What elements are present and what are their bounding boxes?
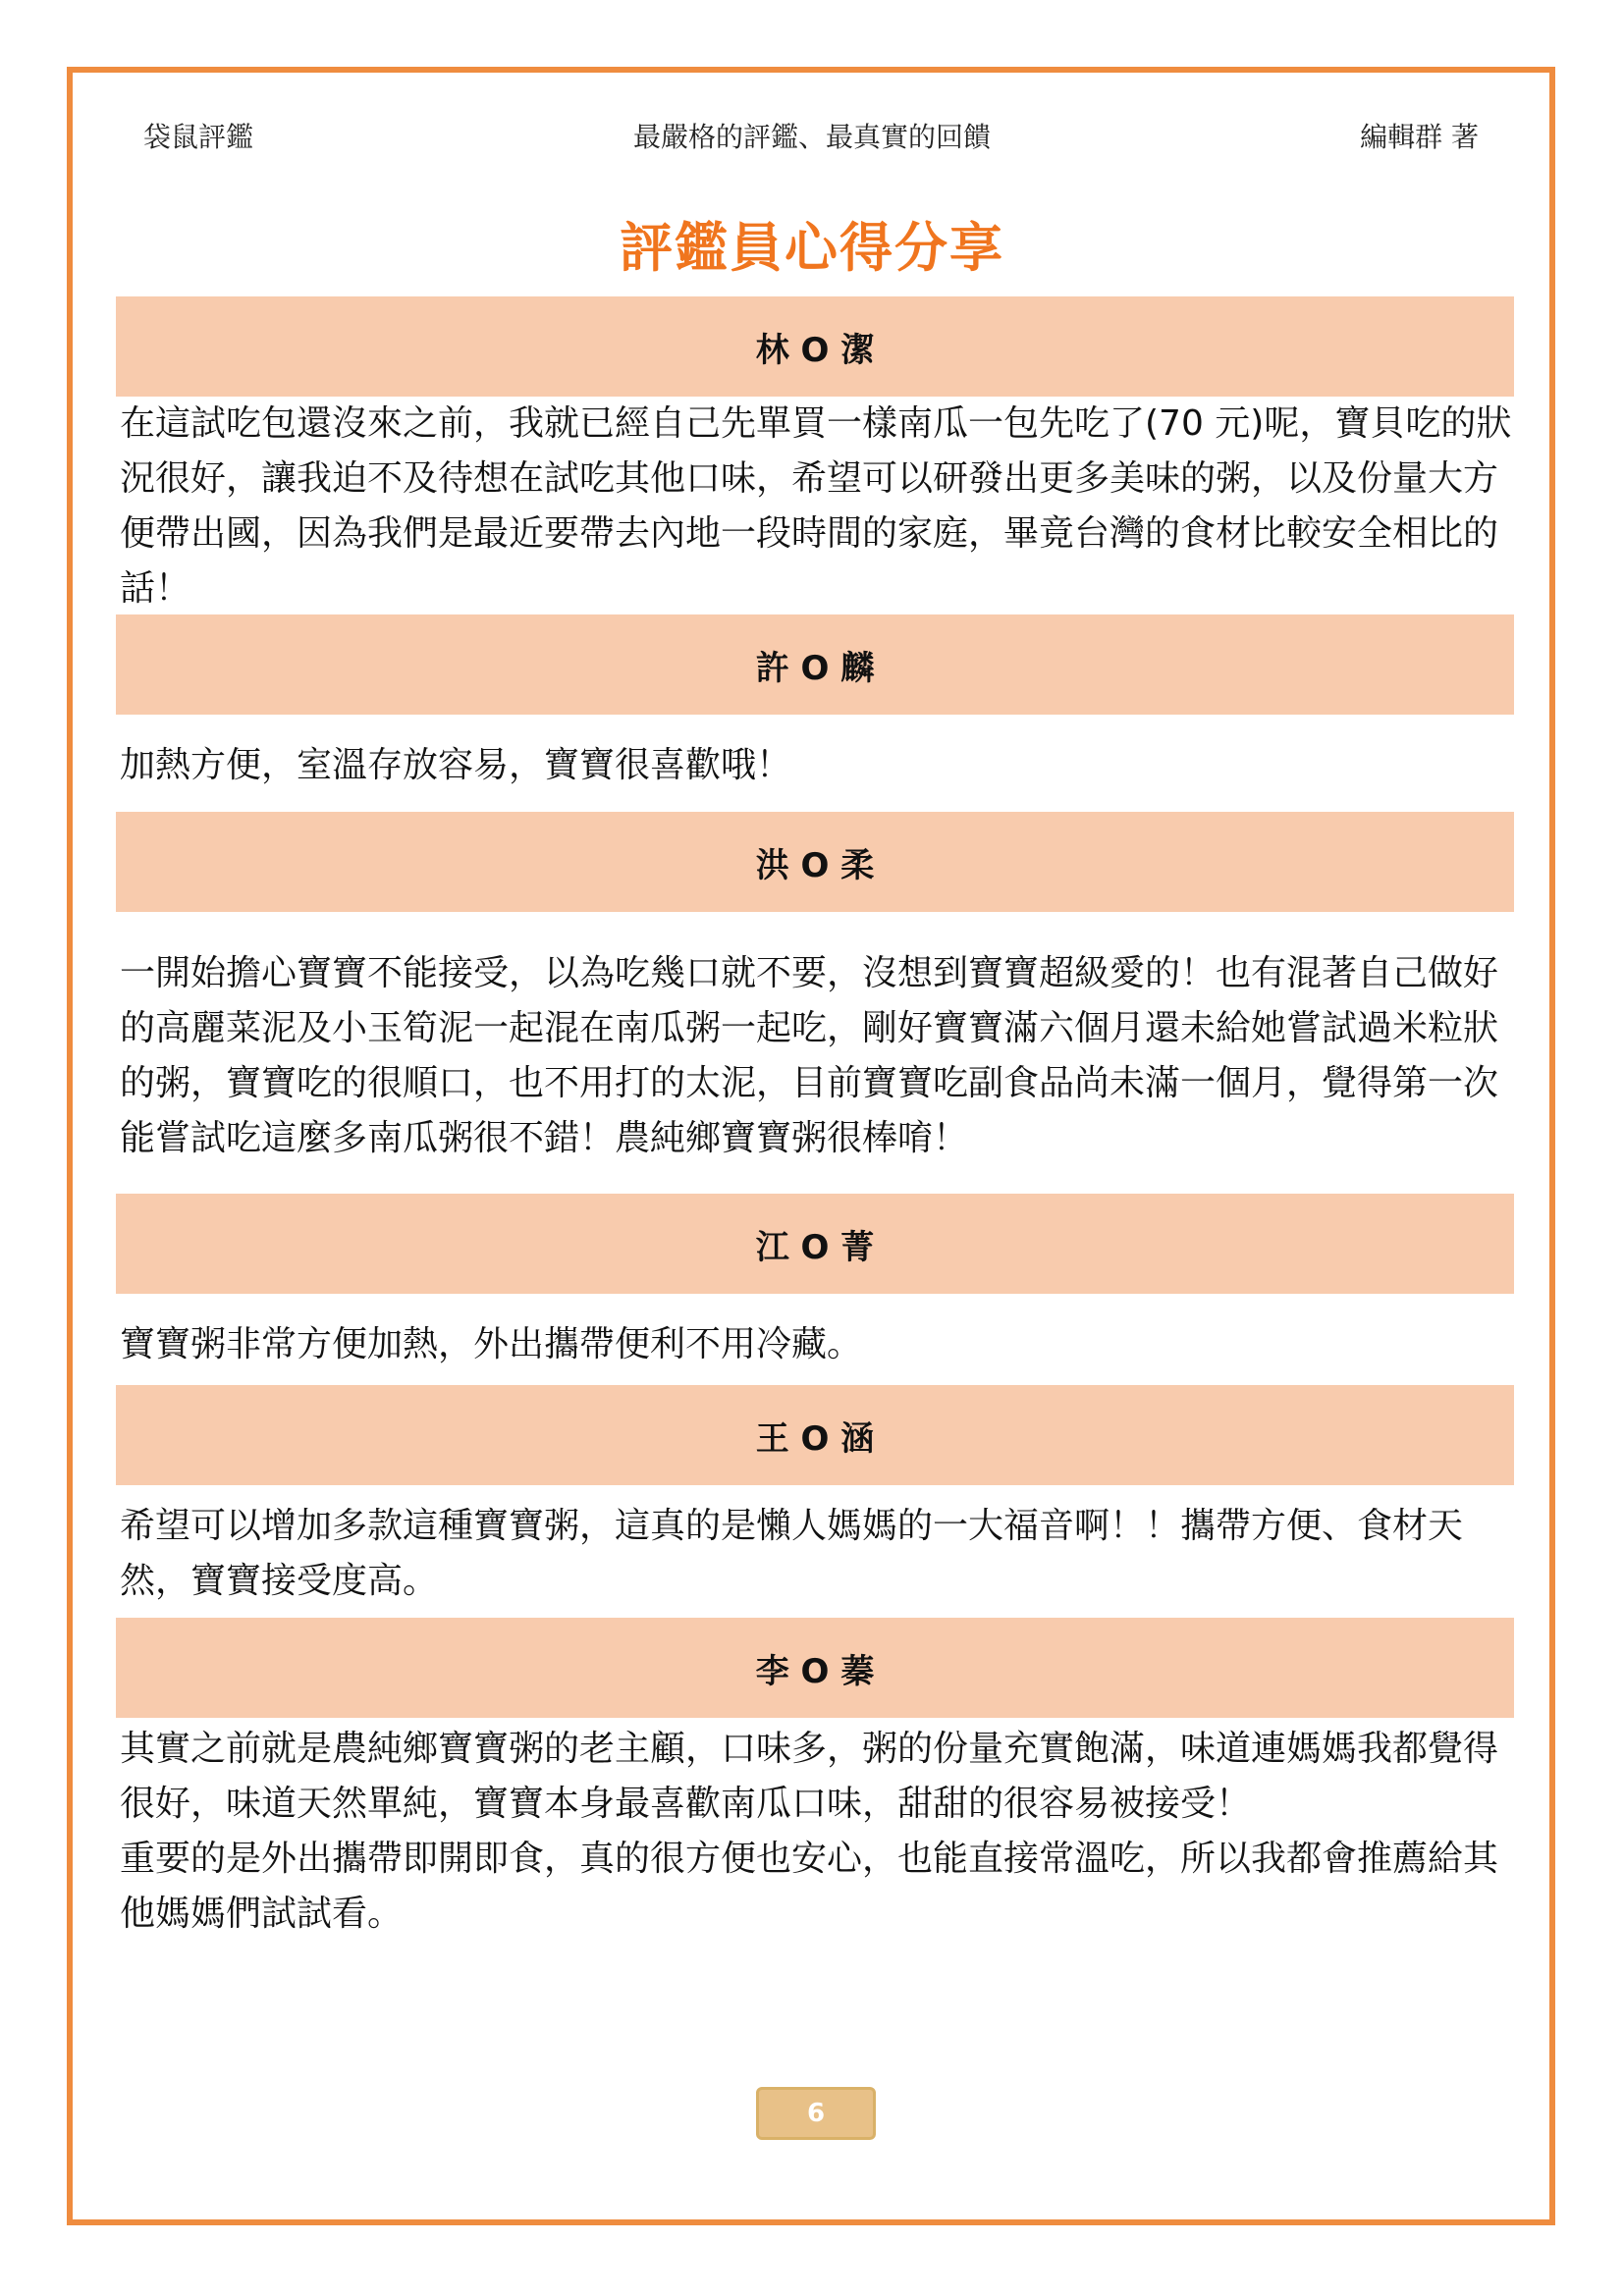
review-paragraph: 加熱方便，室溫存放容易，寶寶很喜歡哦！ — [120, 745, 792, 785]
page-number-label: 6 — [806, 2099, 826, 2128]
review-paragraph: 其實之前就是農純鄉寶寶粥的老主顧，口味多，粥的份量充實飽滿，味道連媽媽我都覺得很好，味道天然單純，寶寶本身最喜歡南瓜口味，甜甜的很容易被接受！ — [120, 1729, 1499, 1824]
reviewer-name-band — [116, 1385, 1514, 1485]
review-paragraph: 一開始擔心寶寶不能接受，以為吃幾口就不要，沒想到寶寶超級愛的！也有混著自己做好的高麗菜泥及小玉筍泥一起混在南瓜粥一起吃，剛好寶寶滿六個月還未給她嘗試過米粒狀的粥，寶寶吃的很順口，也不用打的太泥，目前寶寶吃副食品尚未滿一個月，覺得第一次能嘗試吃這麼多南瓜粥很不錯！農純鄉寶寶粥很棒唷！ — [120, 953, 1499, 1158]
review-text — [120, 397, 1512, 616]
header-center: 最嚴格的評鑑、最真實的回饋 — [632, 121, 991, 153]
reviewer-name-band — [116, 812, 1514, 912]
review-paragraph: 重要的是外出攜帶即開即食，真的很方便也安心，也能直接常溫吃，所以我都會推薦給其他媽媽們試試看。 — [120, 1839, 1499, 1934]
reviewer-name: 許 O 麟 — [755, 648, 875, 688]
reviewer-name: 李 O 蓁 — [755, 1651, 875, 1691]
review-text — [120, 1317, 1512, 1372]
review-paragraph: 希望可以增加多款這種寶寶粥，這真的是懶人媽媽的一大福音啊！！攜帶方便、食材天然，寶寶接受度高。 — [120, 1506, 1464, 1601]
reviewer-name: 江 O 菁 — [755, 1227, 875, 1267]
review-text — [120, 738, 1512, 793]
page-number — [756, 2087, 876, 2140]
review-text — [120, 1499, 1512, 1609]
reviewer-name: 洪 O 柔 — [755, 845, 875, 885]
page-title: 評鑑員心得分享 — [620, 217, 1004, 279]
reviewer-name-band — [116, 1194, 1514, 1294]
review-text — [120, 946, 1512, 1166]
reviewer-name-band — [116, 614, 1514, 715]
header-left: 袋鼠評鑑 — [143, 121, 254, 153]
header-right: 編輯群 著 — [1360, 121, 1479, 153]
review-paragraph: 在這試吃包還沒來之前，我就已經自己先單買一樣南瓜一包先吃了(70 元)呢，寶貝吃的狀況很好，讓我迫不及待想在試吃其他口味，希望可以研發出更多美味的粥，以及份量大方便帶出國，因為我們是最近要帶去內地一段時間的家庭，畢竟台灣的食材比較安全相比的話！ — [120, 403, 1512, 609]
review-text — [120, 1722, 1512, 1942]
reviewer-name: 林 O 潔 — [755, 330, 875, 370]
review-paragraph: 寶寶粥非常方便加熱，外出攜帶便利不用冷藏。 — [120, 1324, 863, 1364]
reviewer-name-band — [116, 1618, 1514, 1718]
reviewer-name-band — [116, 296, 1514, 397]
reviewer-name: 王 O 涵 — [755, 1418, 875, 1459]
